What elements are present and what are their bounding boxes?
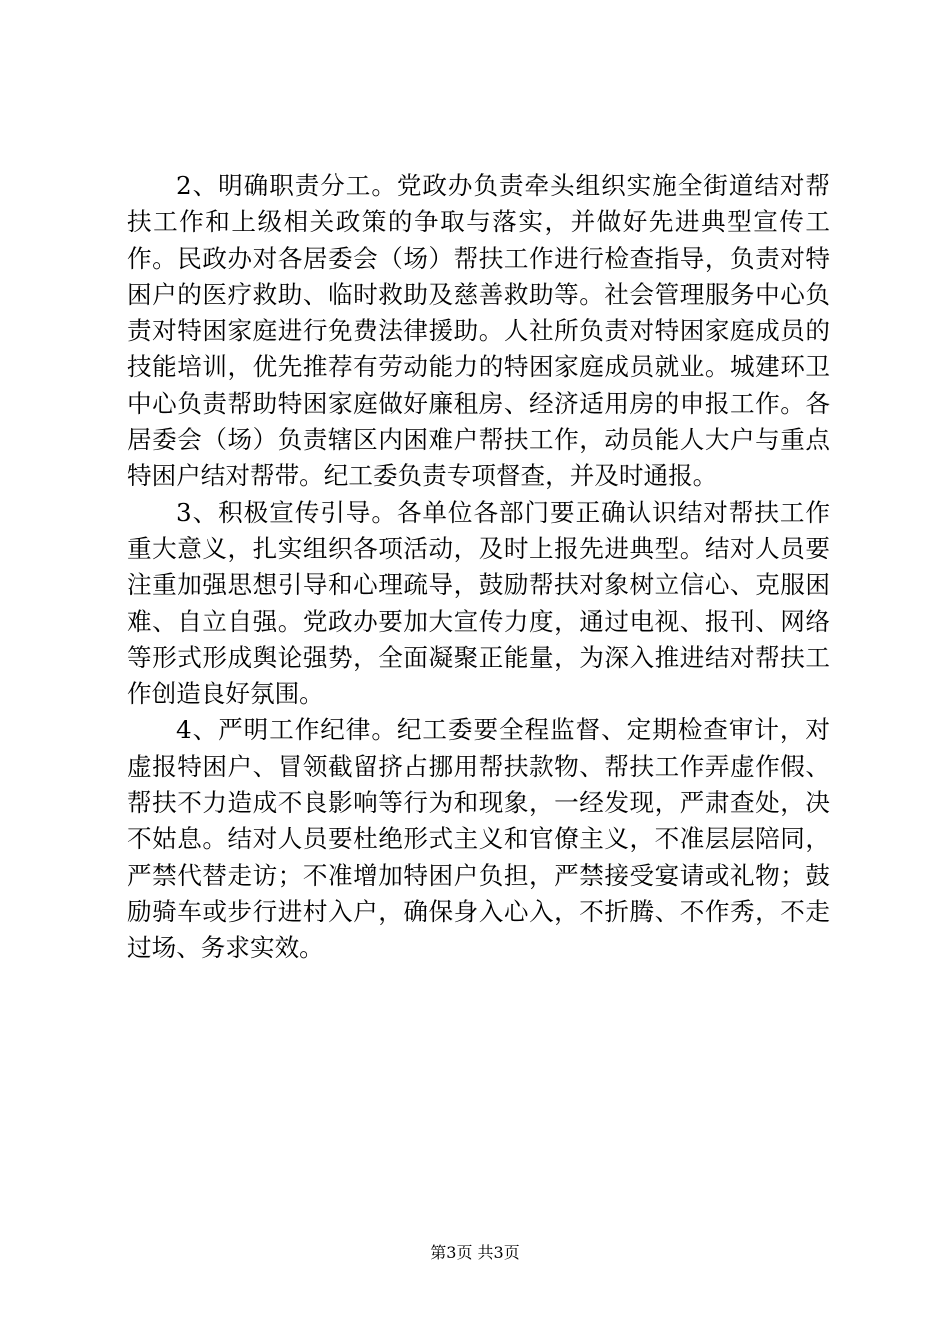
document-body bbox=[127, 168, 830, 967]
paragraph-work-discipline: 4、严明工作纪律。纪工委要全程监督、定期检查审计，对虚报特困户、冒领截留挤占挪用帮扶款物、帮扶工作弄虚作假、帮扶不力造成不良影响等行为和现象，一经发现，严肃查处，决不姑息。结对人员要杜绝形式主义和官僚主义，不准层层陪同，严禁代替走访；不准增加特困户负担，严禁接受宴请或礼物；鼓励骑车或步行进村入户，确保身入心入，不折腾、不作秀，不走过场、务求实效。 bbox=[127, 715, 830, 963]
paragraph-publicity-guidance: 3、积极宣传引导。各单位各部门要正确认识结对帮扶工作重大意义，扎实组织各项活动，及时上报先进典型。结对人员要注重加强思想引导和心理疏导，鼓励帮扶对象树立信心、克服困难、自立自强。党政办要加大宣传力度，通过电视、报刊、网络等形式形成舆论强势，全面凝聚正能量，为深入推进结对帮扶工作创造良好氛围。 bbox=[127, 497, 830, 709]
page-number-footer: 第3页 共3页 bbox=[430, 1243, 520, 1262]
paragraph-duty-division: 2、明确职责分工。党政办负责牵头组织实施全街道结对帮扶工作和上级相关政策的争取与落实，并做好先进典型宣传工作。民政办对各居委会（场）帮扶工作进行检查指导，负责对特困户的医疗救助、临时救助及慈善救助等。社会管理服务中心负责对特困家庭进行免费法律援助。人社所负责对特困家庭成员的技能培训，优先推荐有劳动能力的特困家庭成员就业。城建环卫中心负责帮助特困家庭做好廉租房、经济适用房的申报工作。各居委会（场）负责辖区内困难户帮扶工作，动员能人大户与重点特困户结对帮带。纪工委负责专项督查，并及时通报。 bbox=[127, 171, 830, 491]
